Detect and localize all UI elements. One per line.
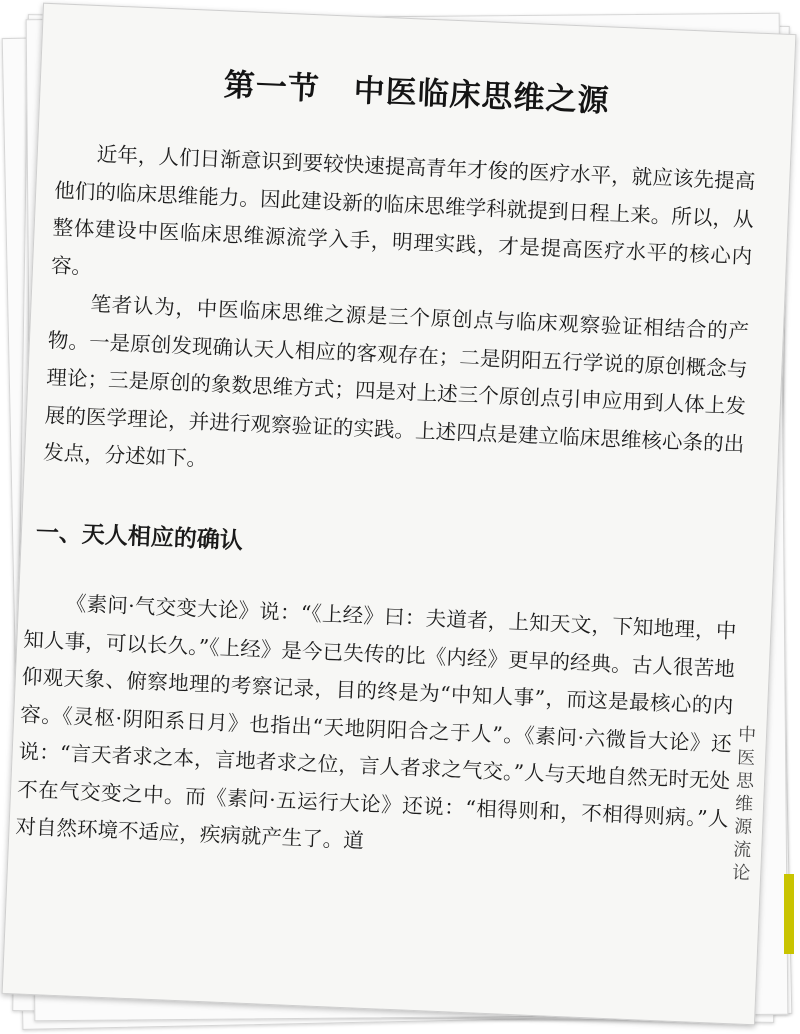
document-page [2,3,797,1026]
paragraph-author-view: 笔者认为，中医临床思维之源是三个原创点与临床观察验证相结合的产物。一是原创发现确认天人相应的客观存在；二是阴阳五行学说的原创概念与理论；三是原创的象数思维方式；四是对上述三个原创点引申应用到人体上发展的医学理论，并进行观察验证的实践。上述四点是建立临床思维核心条的出发点，分述如下。 [42,291,750,471]
paragraph-tianren: 《素问·气交变大论》说：“《上经》曰：夫道者，上知天文，下知地理，中知人事，可以长久。”《上经》是今已失传的比《内经》更早的经典。古人很苦地仰观天象、俯察地理的考察记录，目的终是为“中知人事”，而这是最核心的内容。《灵枢·阴阳系日月》也指出“天地阴阳合之于人”。《素问·六微旨大论》还说：“言天者求之本，言地者求之位，言人者求之气交。”人与天地自然无时无处不在气交变之中。而《素问·五运行大论》还说：“相得则和，不相得则病。”人对自然环境不适应，疾病就产生了。道 [15,591,737,853]
book-edge-mark [784,874,794,954]
side-tab-char: 中 [737,724,757,747]
paragraph-intro: 近年，人们日渐意识到要较快速提高青年才俊的医疗水平，就应该先提高他们的临床思维能力。因此建设新的临床思维学科就提到日程上来。所以，从整体建设中医临床思维源流学入手，明理实践，才是提高医疗水平的核心内容。 [50,142,756,279]
subsection-heading: 一、天人相应的确认 [35,519,244,555]
section-title-text: 中医临床思维之源 [352,72,611,120]
side-tab-char: 思 [735,770,755,793]
section-title [40,52,793,128]
side-tab-char: 流 [732,839,752,862]
section-number: 第一节 [223,67,321,108]
side-tab-char: 医 [736,747,756,770]
side-thumb-tab [726,723,763,885]
side-tab-char: 论 [731,862,751,885]
side-tab-char: 源 [733,816,753,839]
side-tab-char: 维 [734,793,754,816]
